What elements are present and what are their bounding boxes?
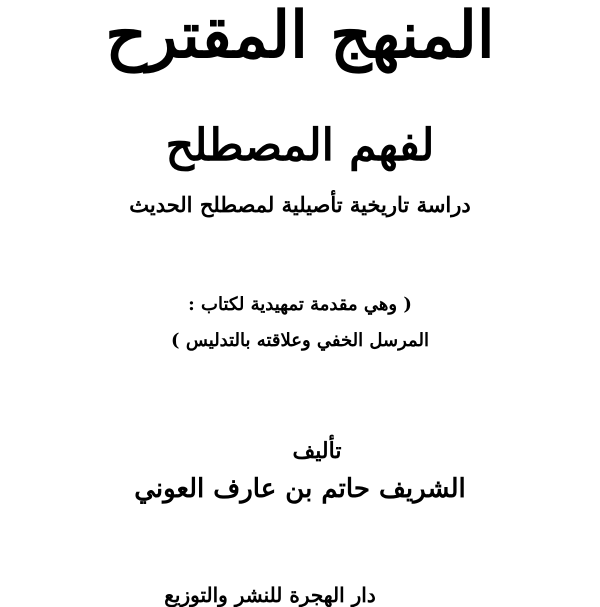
publisher-name: دار الهجرة للنشر والتوزيع	[164, 583, 376, 607]
study-description: دراسة تاريخية تأصيلية لمصطلح الحديث	[129, 192, 471, 217]
book-title: المنهج المقترح	[105, 0, 495, 73]
book-subtitle: لفهم المصطلح	[165, 120, 435, 171]
author-label: تأليف	[292, 438, 342, 464]
introduction-book-title: المرسل الخفي وعلاقته بالتدليس )	[171, 330, 429, 351]
author-name: الشريف حاتم بن عارف العوني	[134, 474, 466, 504]
introduction-note: ( وهي مقدمة تمهيدية لكتاب :	[188, 294, 412, 315]
